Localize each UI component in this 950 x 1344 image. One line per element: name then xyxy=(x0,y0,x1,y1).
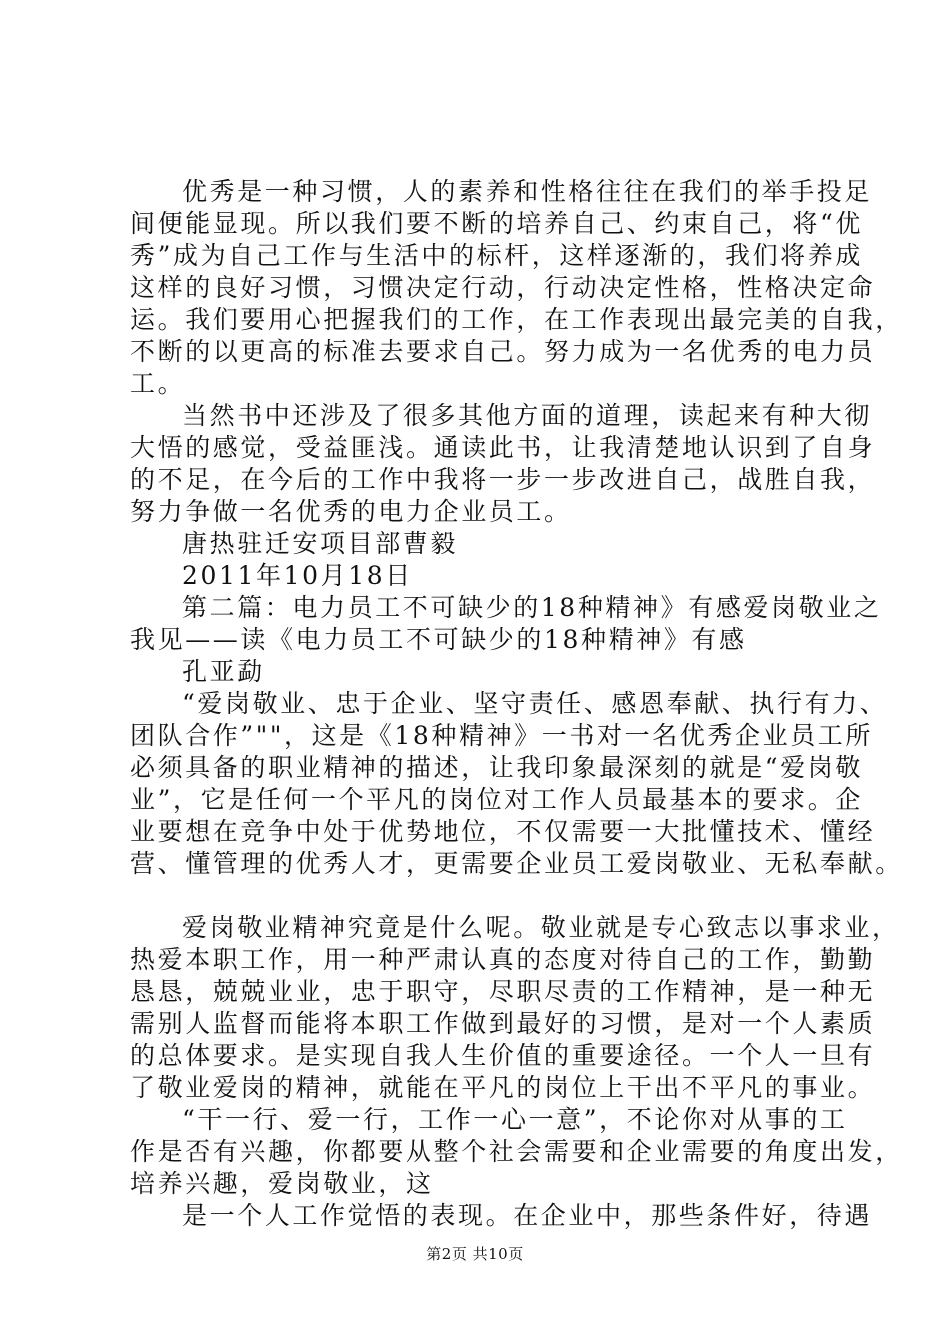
text-line: 爱岗敬业精神究竟是什么呢。敬业就是专心致志以事求业， xyxy=(182,913,900,942)
text-line: 恳恳，兢兢业业，忠于职守，尽职尽责的工作精神，是一种无 xyxy=(130,977,876,1006)
body-text xyxy=(130,176,903,1232)
text-line: 这样的良好习惯，习惯决定行动，行动决定性格，性格决定命 xyxy=(130,273,876,302)
text-line: 的不足，在今后的工作中我将一步一步改进自己，战胜自我， xyxy=(130,465,876,494)
text-line: 优秀是一种习惯，人的素养和性格往往在我们的举手投足 xyxy=(182,177,873,206)
text-line: 是一个人工作觉悟的表现。在企业中，那些条件好，待遇 xyxy=(182,1201,873,1230)
text-line: 运。我们要用心把握我们的工作，在工作表现出最完美的自我， xyxy=(130,305,903,334)
author-line: 孔亚勐 xyxy=(182,657,265,686)
author-line: 唐热驻迁安项目部曹毅 xyxy=(182,529,459,558)
text-line: 需别人监督而能将本职工作做到最好的习惯，是对一个人素质 xyxy=(130,1009,876,1038)
text-line: 当然书中还涉及了很多其他方面的道理，读起来有种大彻 xyxy=(182,401,873,430)
text-line: 业要想在竞争中处于优势地位，不仅需要一大批懂技术、懂经 xyxy=(130,817,876,846)
paragraph-spacer xyxy=(130,880,830,912)
text-line: 不断的以更高的标准去要求自己。努力成为一名优秀的电力员 xyxy=(130,337,876,366)
page-footer xyxy=(0,1244,950,1264)
section-title-line: 我见——读《电力员工不可缺少的18种精神》有感 xyxy=(130,625,747,654)
text-line: 营、懂管理的优秀人才，更需要企业员工爱岗敬业、无私奉献。 xyxy=(130,849,903,878)
text-line: 团队合作”""，这是《18种精神》一书对一名优秀企业员工所 xyxy=(130,721,873,750)
date-line: 2011年10月18日 xyxy=(182,561,413,590)
text-line: 工。 xyxy=(130,369,186,398)
text-line: 间便能显现。所以我们要不断的培养自己、约束自己，将“优 xyxy=(130,209,863,238)
section-title-line: 第二篇：电力员工不可缺少的18种精神》有感爱岗敬业之 xyxy=(182,593,882,622)
text-line: 业”，它是任何一个平凡的岗位对工作人员最基本的要求。企 xyxy=(130,785,863,814)
text-line: 必须具备的职业精神的描述，让我印象最深刻的就是“爱岗敬 xyxy=(130,753,863,782)
text-line: “干一行、爱一行，工作一心一意”，不论你对从事的工 xyxy=(182,1105,848,1134)
text-line: 秀”成为自己工作与生活中的标杆，这样逐渐的，我们将养成 xyxy=(130,241,863,270)
page-number: 第2页 共10页 xyxy=(426,1245,524,1263)
text-line: 培养兴趣，爱岗敬业，这 xyxy=(130,1169,434,1198)
text-line: 的总体要求。是实现自我人生价值的重要途径。一个人一旦有 xyxy=(130,1041,876,1070)
text-line: 热爱本职工作，用一种严肃认真的态度对待自己的工作，勤勤 xyxy=(130,945,876,974)
text-line: 作是否有兴趣，你都要从整个社会需要和企业需要的角度出发， xyxy=(130,1137,903,1166)
text-line: “爱岗敬业、忠于企业、坚守责任、感恩奉献、执行有力、 xyxy=(182,689,888,718)
text-line: 努力争做一名优秀的电力企业员工。 xyxy=(130,497,572,526)
text-line: 了敬业爱岗的精神，就能在平凡的岗位上干出不平凡的事业。 xyxy=(130,1073,876,1102)
text-line: 大悟的感觉，受益匪浅。通读此书，让我清楚地认识到了自身 xyxy=(130,433,876,462)
